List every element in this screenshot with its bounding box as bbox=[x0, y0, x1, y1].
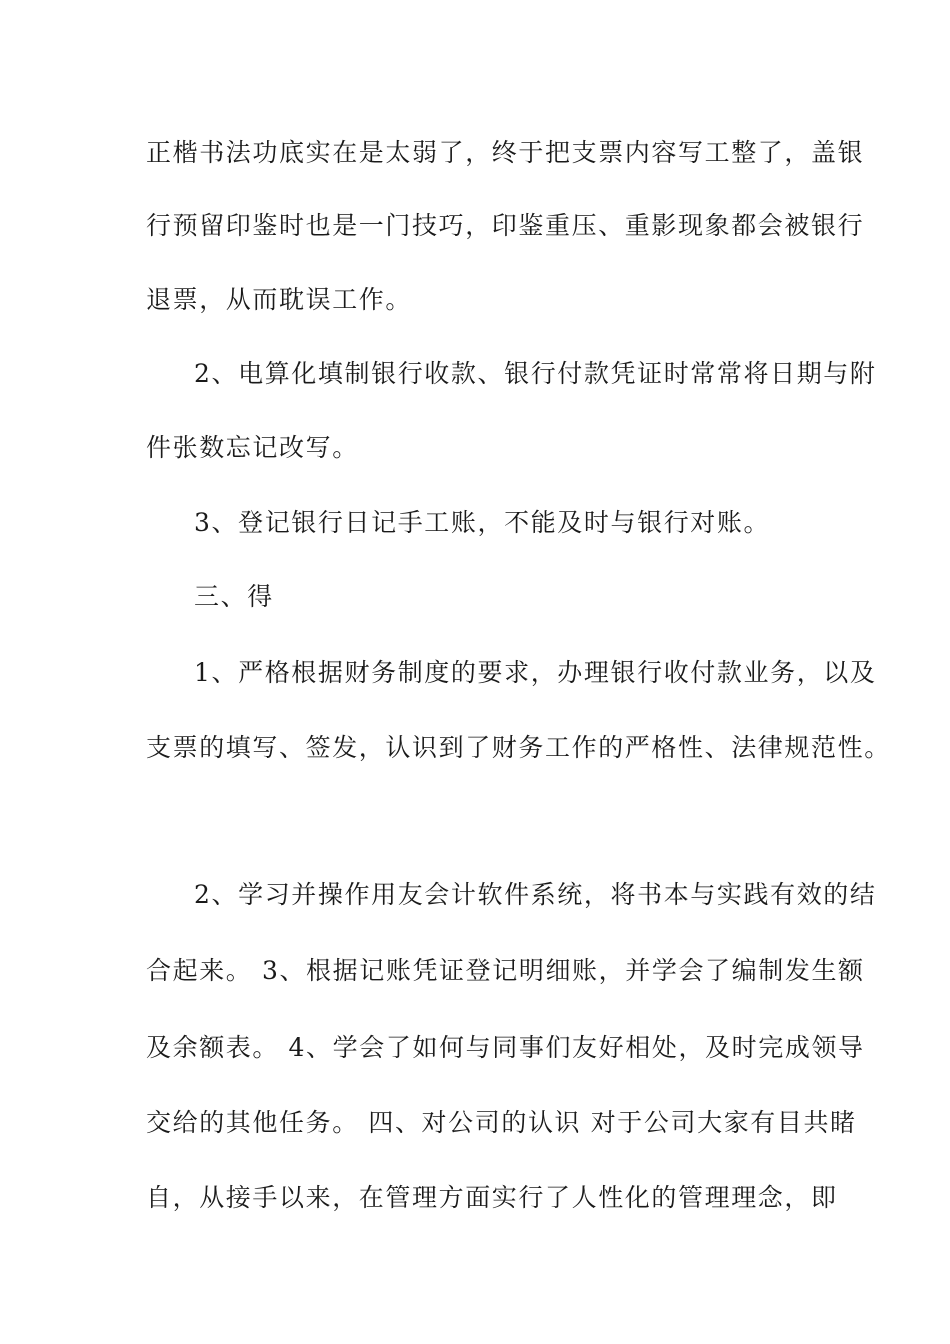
text-line: 正楷书法功底实在是太弱了，终于把支票内容写工整了，盖银 bbox=[146, 138, 865, 167]
text-line: 行预留印鉴时也是一门技巧，印鉴重压、重影现象都会被银行 bbox=[146, 211, 865, 240]
text-line: 交给的其他任务。 四、对公司的认识 对于公司大家有目共睹 bbox=[146, 1108, 857, 1137]
text-line: 退票，从而耽误工作。 bbox=[146, 285, 413, 314]
text-line: 1、严格根据财务制度的要求，办理银行收付款业务，以及 bbox=[194, 658, 877, 687]
text-line: 3、登记银行日记手工账，不能及时与银行对账。 bbox=[194, 508, 771, 537]
text-line: 件张数忘记改写。 bbox=[146, 433, 359, 462]
text-line: 2、电算化填制银行收款、银行付款凭证时常常将日期与附 bbox=[194, 359, 877, 388]
text-line: 2、学习并操作用友会计软件系统，将书本与实践有效的结 bbox=[194, 880, 877, 909]
text-line: 及余额表。 4、学会了如何与同事们友好相处，及时完成领导 bbox=[146, 1033, 865, 1062]
text-line: 自，从接手以来，在管理方面实行了人性化的管理理念，即 bbox=[146, 1183, 838, 1212]
text-line: 合起来。 3、根据记账凭证登记明细账，并学会了编制发生额 bbox=[146, 956, 865, 985]
section-heading: 三、得 bbox=[194, 582, 274, 611]
text-line: 支票的填写、签发，认识到了财务工作的严格性、法律规范性。 bbox=[146, 733, 891, 762]
